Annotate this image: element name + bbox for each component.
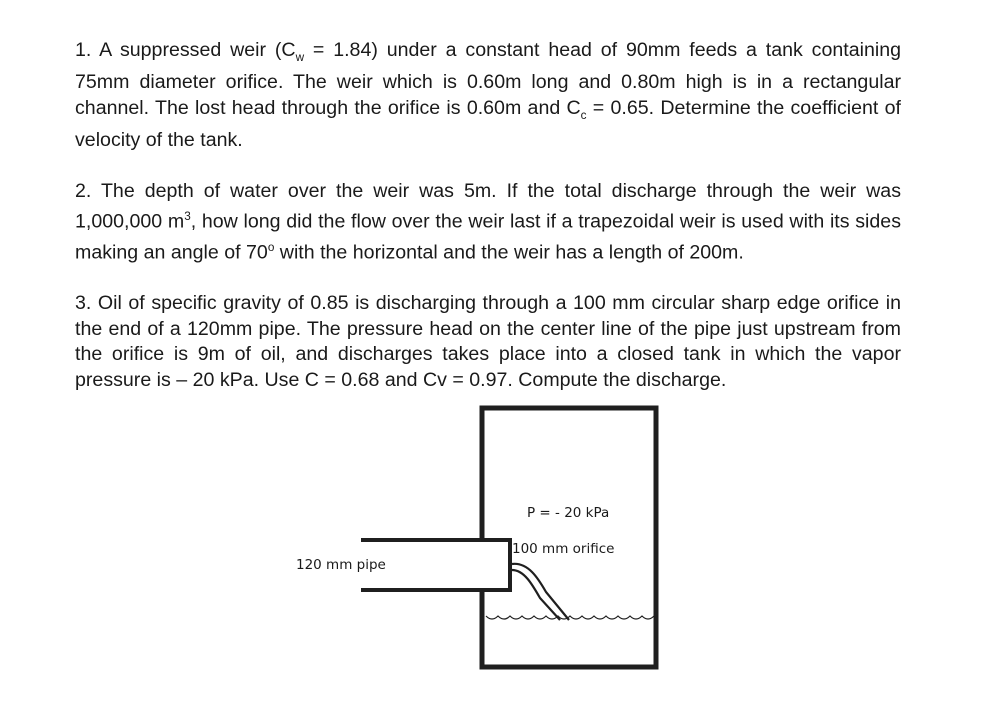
problem-1-text-b: = 1.84) under a constant head of 90mm feeds a tank containing 75mm diameter orifice. The weir which is 0.60m long and 0.80m high is in a rectangular channel. The lost head through the orifice is 0.60m and C [75, 39, 901, 119]
problem-3-number: 3. [75, 292, 92, 315]
pipe-label: 120 mm pipe [296, 557, 386, 573]
problem-2-superscript-3: 3 [184, 210, 191, 224]
problem-2-text-b: , how long did the flow over the weir last if a trapezoidal weir is used with its sides making an angle of 70 [75, 210, 901, 264]
water-surface [486, 616, 654, 619]
problem-1-text-c: = 0.65. Determine the coefficient of velocity of the tank. [75, 96, 901, 152]
problem-1-text-a: A suppressed weir (C [99, 39, 296, 61]
problem-1-subscript-c: c [580, 108, 587, 122]
problem-1-number: 1. [75, 39, 92, 61]
problem-2-degree-symbol: o [267, 241, 275, 255]
problem-2-text-a: The depth of water over the weir was 5m. If the total discharge through the weir was 1,000,000 m [75, 179, 901, 233]
problem-3-text: Oil of specific gravity of 0.85 is discharging through a 100 mm circular sharp edge orifice in the end of a 120mm pipe. The pressure head on the center line of the pipe just upstream from the orifice is 9m of oil, and discharges takes place into a closed tank in which the vapor pressure is – 20 kPa. Use C = 0.68 and Cv = 0.97. Compute the discharge. [75, 292, 901, 391]
problem-2-text-c: with the horizontal and the weir has a length of 200m. [274, 241, 744, 264]
orifice-label: 100 mm orifice [512, 541, 615, 557]
closed-tank [482, 408, 656, 667]
problem-1-subscript-w: w [295, 50, 305, 64]
problem-2-number: 2. [75, 179, 92, 202]
pressure-label: P = - 20 kPa [527, 505, 610, 521]
